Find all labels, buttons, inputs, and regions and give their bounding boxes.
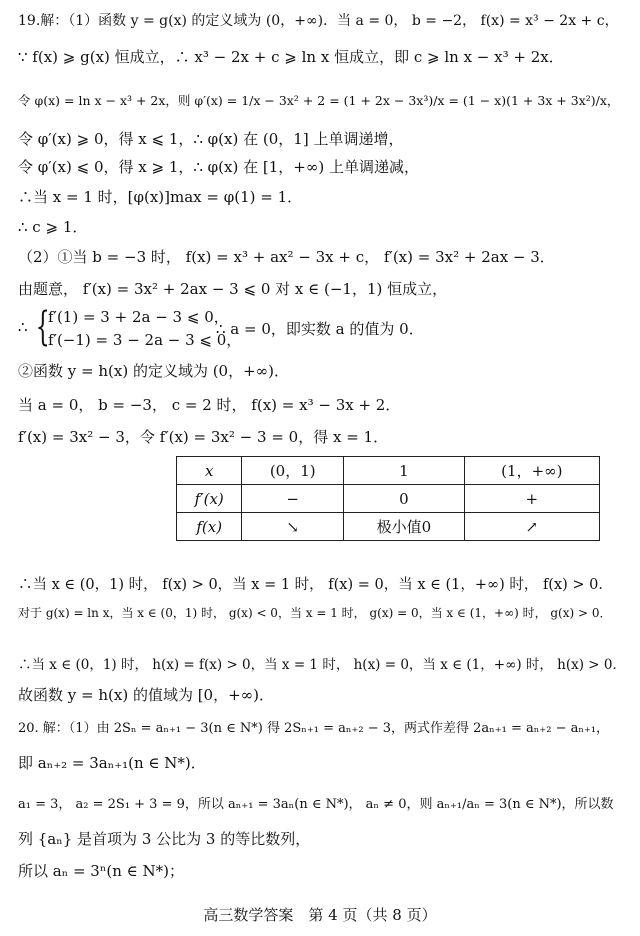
table-cell: (1，+∞) xyxy=(464,457,599,485)
q20-line-5: 所以 aₙ = 3ⁿ(n ∈ N*)； xyxy=(18,862,184,880)
system-eq-1: f′(1) = 3 + 2a − 3 ⩽ 0， xyxy=(48,308,229,326)
q19-line-11: 当 a = 0， b = −3， c = 2 时， f(x) = x³ − 3x + 2． xyxy=(18,396,401,414)
table-cell: 极小值0 xyxy=(344,513,465,541)
q19-line-5: 令 φ′(x) ⩽ 0，得 x ⩾ 1，∴ φ(x) 在 [1，+∞) 上单调递减， xyxy=(18,158,419,176)
table-cell: f′(x) xyxy=(177,485,242,513)
q19-line-6: ∴当 x = 1 时，[φ(x)]max = φ(1) = 1． xyxy=(18,188,303,206)
therefore-symbol: ∴ xyxy=(18,318,28,336)
q20-line-1: 20. 解：（1）由 2Sₙ = aₙ₊₁ − 3(n ∈ N*) 得 2Sₙ₊₁ = aₙ₊₂ − 3，两式作差得 2aₙ₊₁ = aₙ₊₂ − aₙ₊₁， xyxy=(18,721,610,736)
q19-line-9: 由题意， f′(x) = 3x² + 2ax − 3 ⩽ 0 对 x ∈ (−1，1) 恒成立， xyxy=(18,280,448,298)
table-cell: f(x) xyxy=(177,513,242,541)
q19-line-1: 19.解：（1）函数 y = g(x) 的定义域为 (0，+∞)．当 a = 0， b = −2， f(x) = x³ − 2x + c， xyxy=(18,13,619,29)
page-footer: 高三数学答案 第 4 页（共 8 页） xyxy=(203,906,437,924)
table-cell: ↘ xyxy=(242,513,344,541)
left-brace: { xyxy=(35,304,50,350)
q20-line-4: 列 {aₙ} 是首项为 3 公比为 3 的等比数列， xyxy=(18,830,311,848)
q19-line-4: 令 φ′(x) ⩾ 0，得 x ⩽ 1，∴ φ(x) 在 (0，1] 上单调递增， xyxy=(18,130,404,148)
q19-line-15: ∴当 x ∈ (0，1) 时， h(x) = f(x) > 0，当 x = 1 时， h(x) = 0，当 x ∈ (1，+∞) 时， h(x) > 0． xyxy=(18,657,627,673)
q19-line-7: ∴ c ⩾ 1． xyxy=(18,218,88,236)
q19-line-14: 对于 g(x) = ln x，当 x ∈ (0，1) 时， g(x) < 0，当 x = 1 时， g(x) = 0，当 x ∈ (1，+∞) 时， g(x) > 0． xyxy=(18,606,612,620)
q19-line-3: 令 φ(x) = ln x − x³ + 2x，则 φ′(x) = 1/x − 3x² + 2 = (1 + 2x − 3x³)/x = (1 − x)(1 + 3x + 3x²)/x， xyxy=(18,93,620,108)
table-cell: 1 xyxy=(344,457,465,485)
q20-line-2: 即 aₙ₊₂ = 3aₙ₊₁(n ∈ N*)． xyxy=(18,754,206,772)
table-row xyxy=(177,513,600,541)
table-cell: + xyxy=(464,485,599,513)
system-conclusion: ∴ a = 0，即实数 a 的值为 0． xyxy=(216,320,424,338)
table-cell: − xyxy=(242,485,344,513)
q19-line-16: 故函数 y = h(x) 的值域为 [0，+∞)． xyxy=(18,686,275,704)
table-cell: ↗ xyxy=(464,513,599,541)
table-row xyxy=(177,457,600,485)
table-cell: (0，1) xyxy=(242,457,344,485)
q19-line-12: f′(x) = 3x² − 3，令 f′(x) = 3x² − 3 = 0，得 x = 1． xyxy=(18,428,389,446)
system-eq-2: f′(−1) = 3 − 2a − 3 ⩽ 0， xyxy=(48,331,242,349)
q20-line-3: a₁ = 3， a₂ = 2S₁ + 3 = 9，所以 aₙ₊₁ = 3aₙ(n ∈ N*)， aₙ ≠ 0，则 aₙ₊₁/aₙ = 3(n ∈ N*)，所以数 xyxy=(18,797,614,812)
q19-line-10: ②函数 y = h(x) 的定义域为 (0，+∞)． xyxy=(18,362,290,380)
q19-line-8: （2）①当 b = −3 时， f(x) = x³ + ax² − 3x + c， f′(x) = 3x² + 2ax − 3． xyxy=(18,248,555,266)
table-cell: 0 xyxy=(344,485,465,513)
q19-line-2: ∵ f(x) ⩾ g(x) 恒成立，∴ x³ − 2x + c ⩾ ln x 恒成立，即 c ⩾ ln x − x³ + 2x． xyxy=(18,48,564,66)
table-cell: x xyxy=(177,457,242,485)
sign-table xyxy=(176,456,600,541)
q19-line-13: ∴当 x ∈ (0，1) 时， f(x) > 0，当 x = 1 时， f(x) = 0，当 x ∈ (1，+∞) 时， f(x) > 0． xyxy=(18,577,613,593)
table-row xyxy=(177,485,600,513)
